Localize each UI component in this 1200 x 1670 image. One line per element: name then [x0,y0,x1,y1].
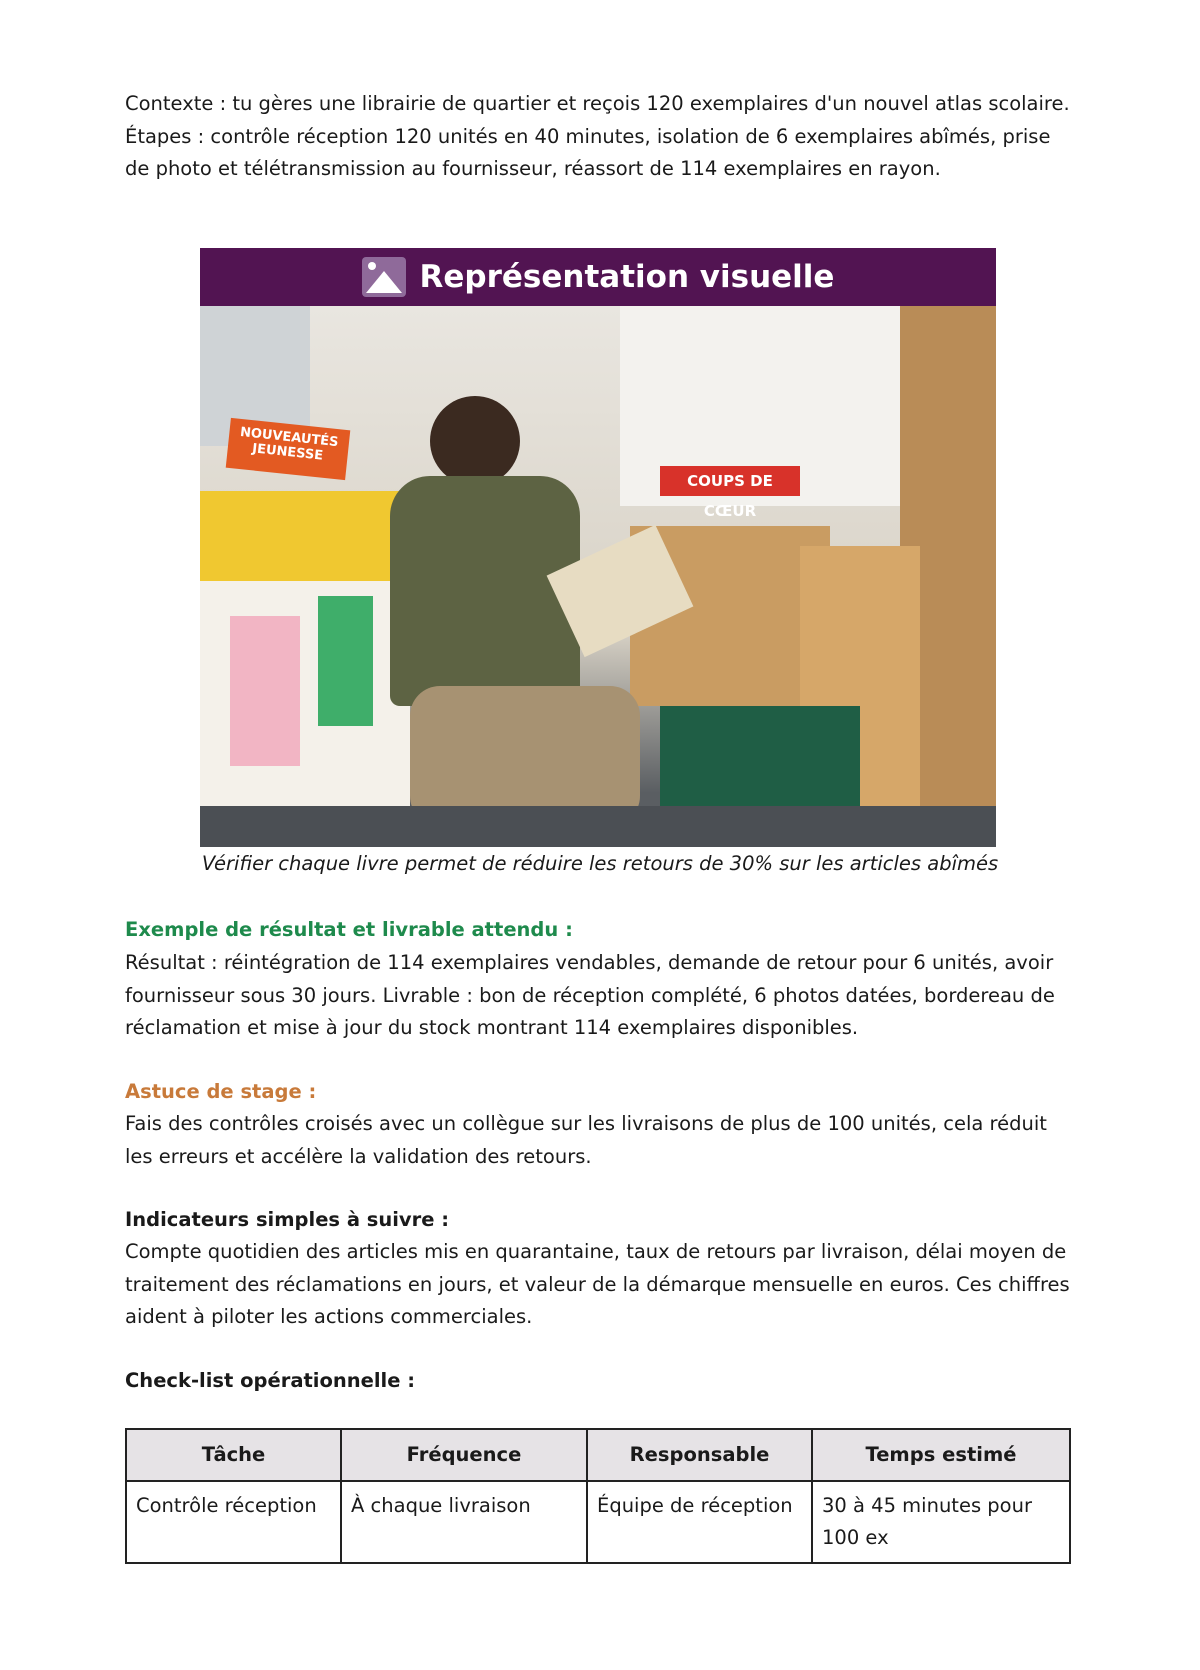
example-text: Résultat : réintégration de 114 exemplaires vendables, demande de retour pour 6 unités, avoir fournisseur sous 30 jours. Livrable : bon de réception complété, 6 photos datées, bordereau de réclamation et mise à jour du stock montrant 114 exemplaires disponibles. [125,951,1055,1039]
banner-title: Représentation visuelle [419,259,835,295]
bookstore-photo [200,306,996,847]
sign-coups-de-coeur: COUPS DE CŒUR [660,466,800,496]
context-paragraph: Contexte : tu gères une librairie de quartier et reçois 120 exemplaires d'un nouvel atlas scolaire. Étapes : contrôle réception 120 unités en 40 minutes, isolation de 6 exemplaires abîmés, prise de photo et télétransmission au fournisseur, réassort de 114 exemplaires en rayon. [125,92,1070,180]
checklist-title: Check-list opérationnelle : [125,1369,416,1392]
example-title: Exemple de résultat et livrable attendu : [125,918,573,941]
indicators-text: Compte quotidien des articles mis en quarantaine, taux de retours par livraison, délai moyen de traitement des réclamations en jours, et valeur de la démarque mensuelle en euros. Ces chiffres aident à piloter les actions commerciales. [125,1240,1070,1328]
checklist-table [125,1428,1071,1564]
cell-temps: 30 à 45 minutes pour 100 ex [812,1481,1070,1563]
image-icon [362,257,406,297]
sign-nouveautes: NOUVEAUTÉS JEUNESSE [226,418,351,480]
header-responsable: Responsable [587,1429,812,1481]
table-row [126,1481,1070,1563]
cell-frequence: À chaque livraison [341,1481,587,1563]
tip-text: Fais des contrôles croisés avec un collègue sur les livraisons de plus de 100 unités, cela réduit les erreurs et accélère la validation des retours. [125,1112,1047,1168]
cell-tache: Contrôle réception [126,1481,341,1563]
table-header-row [126,1429,1070,1481]
figure-caption: Vérifier chaque livre permet de réduire les retours de 30% sur les articles abîmés [201,852,999,875]
indicators-title: Indicateurs simples à suivre : [125,1208,450,1231]
tip-title: Astuce de stage : [125,1080,317,1103]
header-tache: Tâche [126,1429,341,1481]
header-frequence: Fréquence [341,1429,587,1481]
figure-banner [200,248,996,306]
visual-figure [200,248,996,847]
cell-responsable: Équipe de réception [587,1481,812,1563]
header-temps: Temps estimé [812,1429,1070,1481]
